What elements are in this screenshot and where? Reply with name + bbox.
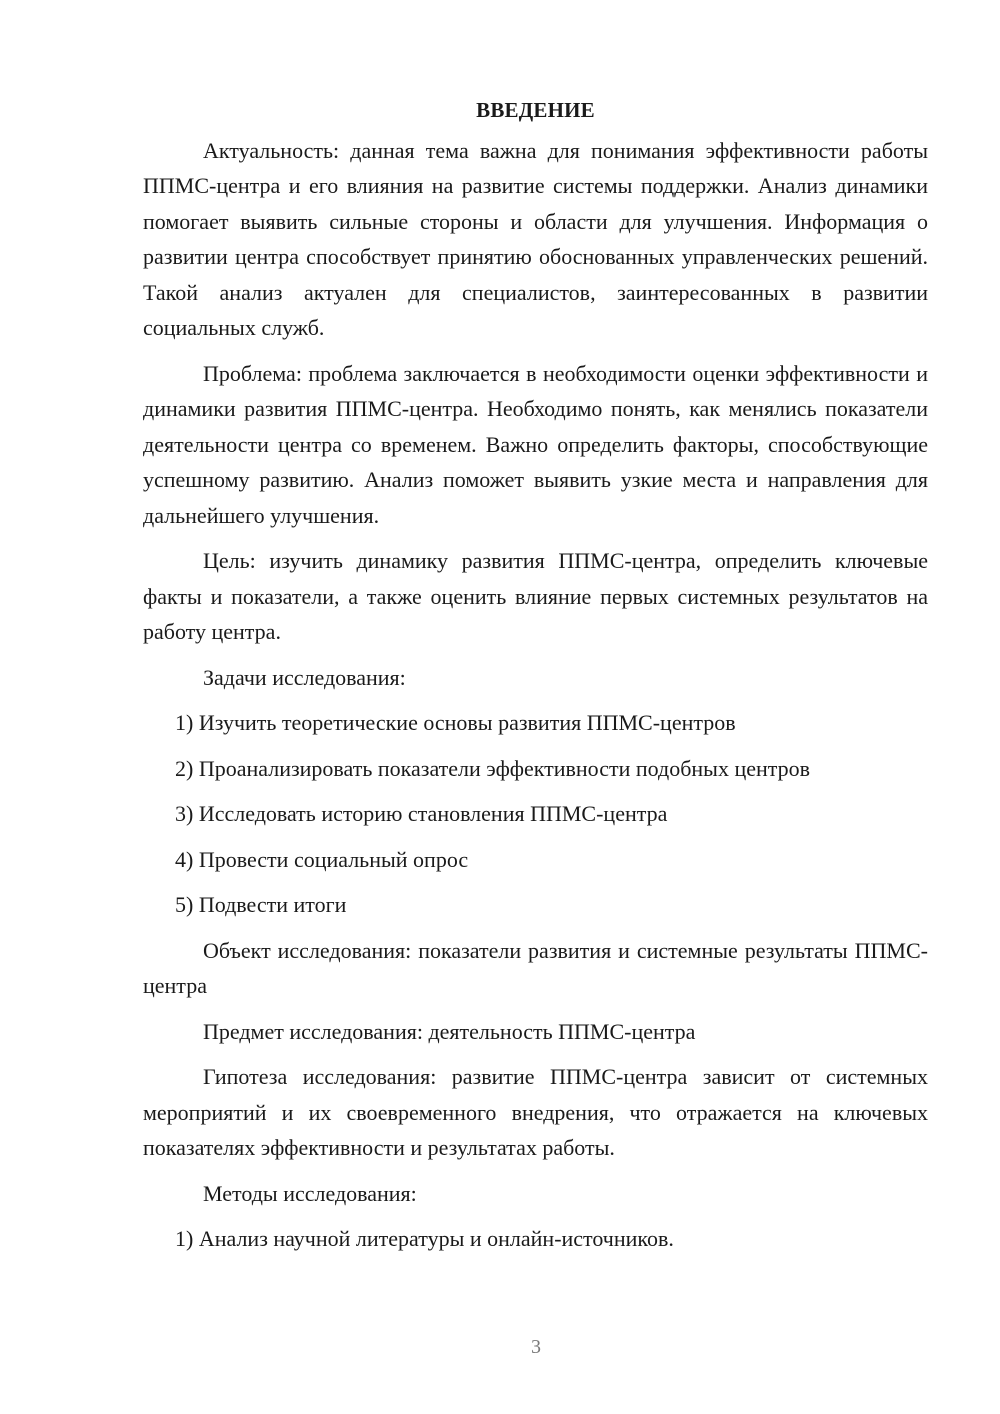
- page-title: ВВЕДЕНИЕ: [476, 98, 595, 122]
- method-item-1: 1) Анализ научной литературы и онлайн-источников.: [175, 1226, 674, 1251]
- task-item-2: 2) Проанализировать показатели эффективности подобных центров: [175, 755, 811, 781]
- object-paragraph: Объект исследования: показатели развития и системные результаты ППМС-центра: [143, 937, 928, 998]
- task-item-3: 3) Исследовать историю становления ППМС-центра: [175, 801, 668, 826]
- problem-paragraph: Проблема: проблема заключается в необходимости оценки эффективности и динамики развития ППМС-центра. Необходимо понять, как менялись показатели деятельности центра со временем. Важно определить факторы, способствующие успешному развитию. Анализ поможет выявить узкие места и направления для дальнейшего улучшения.: [143, 360, 928, 528]
- page-content: [143, 93, 928, 1257]
- task-item-4: 4) Провести социальный опрос: [175, 846, 469, 872]
- actuality-paragraph: Актуальность: данная тема важна для понимания эффективности работы ППМС-центра и его влияния на развитие системы поддержки. Анализ динамики помогает выявить сильные стороны и области для улучшения. Информация о развитии центра способствует принятию обоснованных управленческих решений. Такой анализ актуален для специалистов, заинтересованных в развитии социальных служб.: [143, 137, 928, 340]
- hypothesis-paragraph: Гипотеза исследования: развитие ППМС-центра зависит от системных мероприятий и их своевременного внедрения, что отражается на ключевых показателях эффективности и результатах работы.: [143, 1064, 928, 1160]
- page-number: 3: [531, 1336, 541, 1358]
- subject-paragraph: Предмет исследования: деятельность ППМС-центра: [203, 1018, 696, 1044]
- methods-heading: Методы исследования:: [203, 1180, 417, 1206]
- task-item-5: 5) Подвести итоги: [175, 892, 347, 917]
- tasks-heading: Задачи исследования:: [203, 664, 406, 690]
- goal-paragraph: Цель: изучить динамику развития ППМС-центра, определить ключевые факты и показатели, а также оценить влияние первых системных результатов на работу центра.: [143, 548, 928, 644]
- task-item-1: 1) Изучить теоретические основы развития ППМС-центров: [175, 710, 736, 735]
